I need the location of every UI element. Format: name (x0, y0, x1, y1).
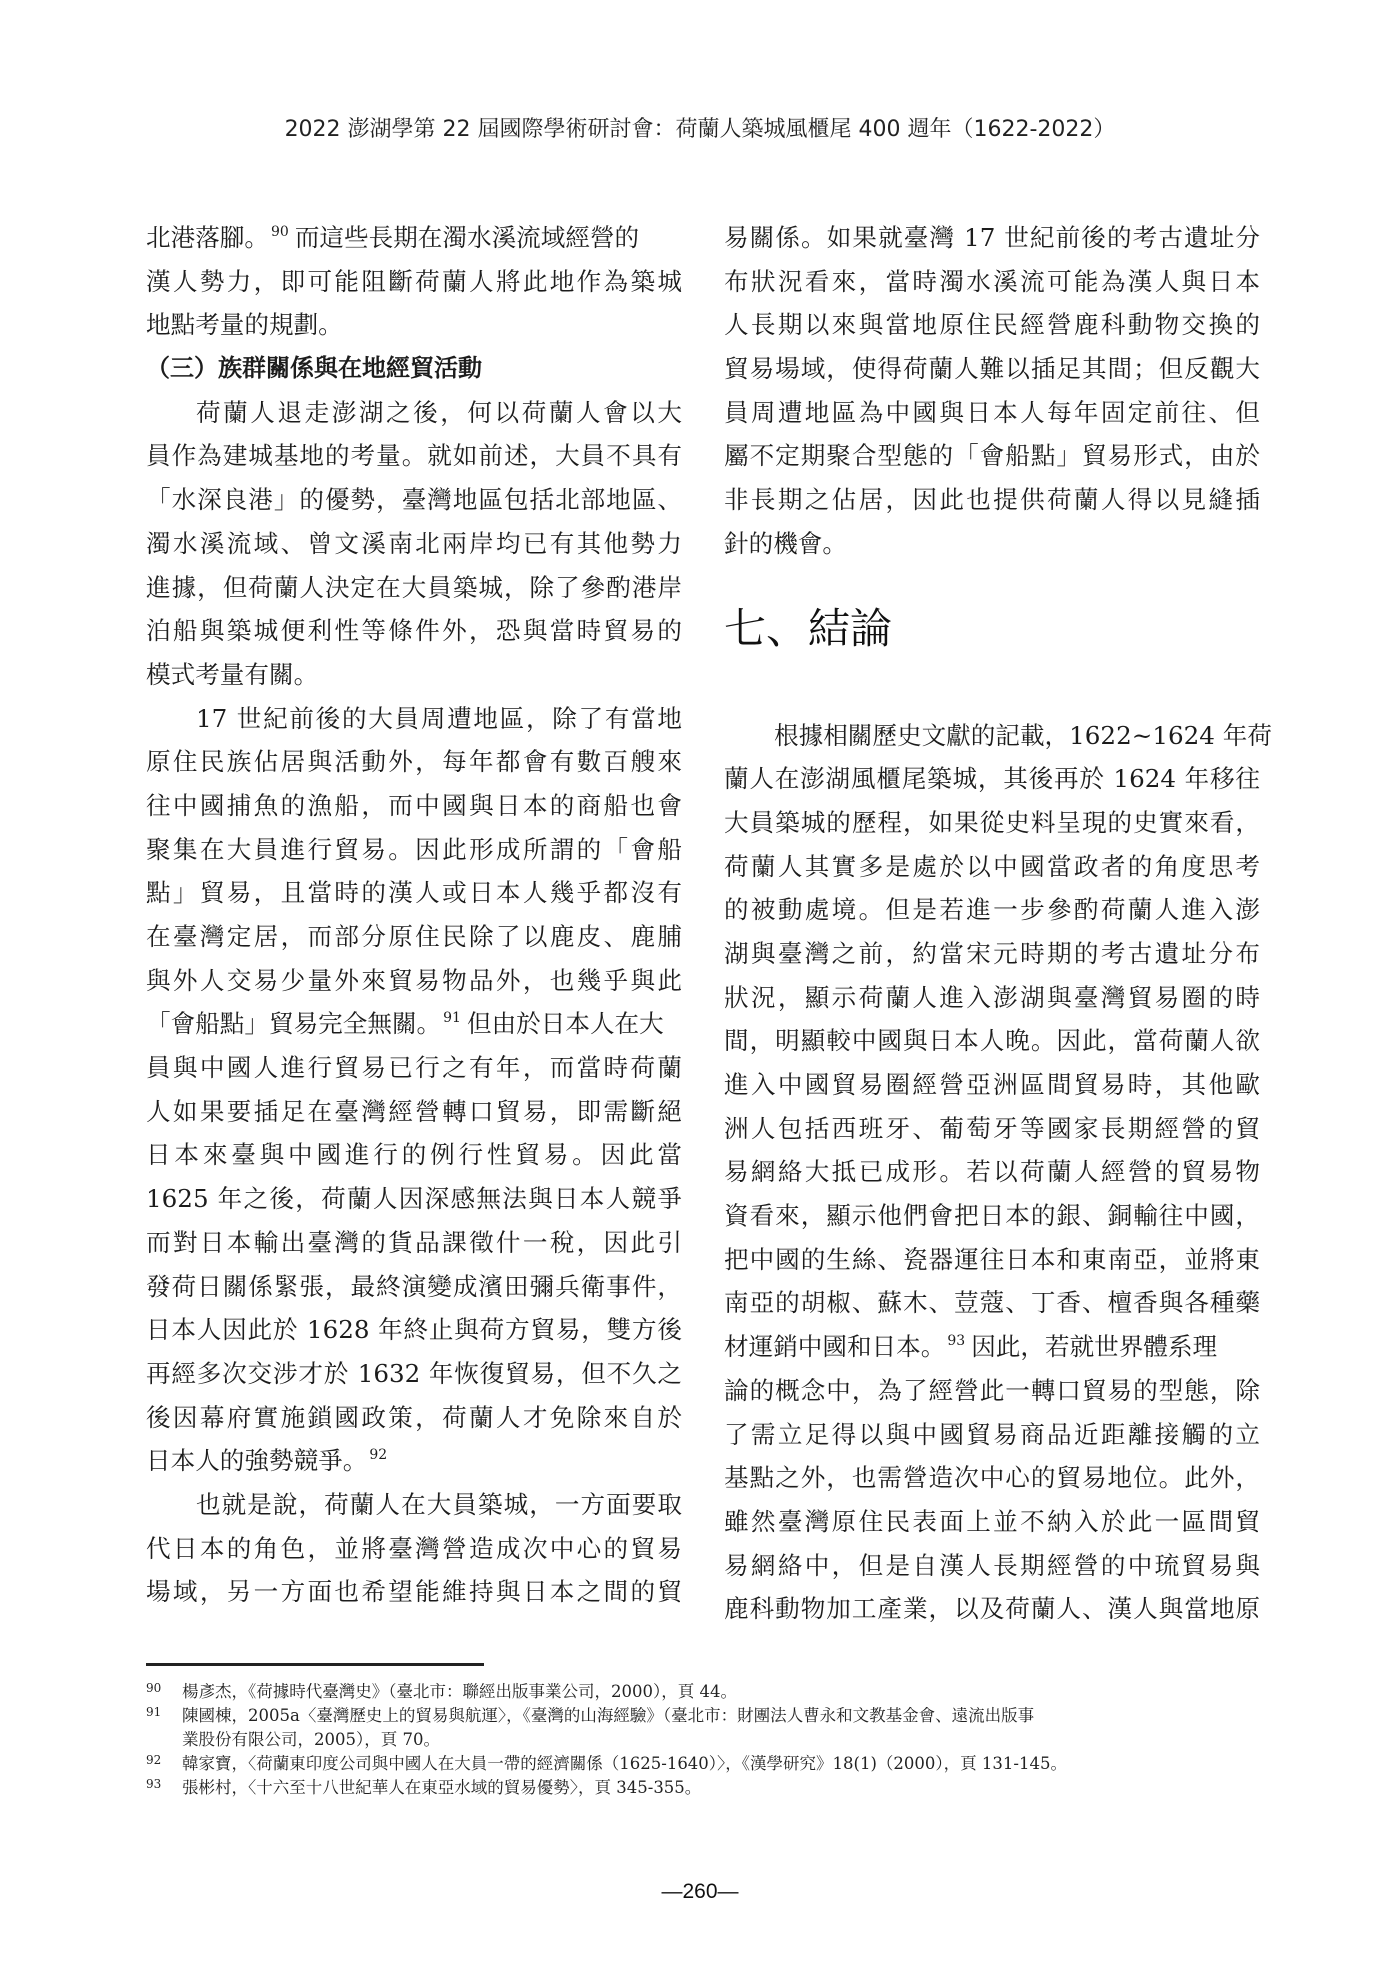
text-line (146, 303, 682, 347)
text-line (724, 391, 1260, 435)
footnote-91 (146, 1704, 1266, 1752)
line-text: 易網絡大抵已成形。若以荷蘭人經營的貿易物 (724, 1157, 1260, 1187)
line-text: 布狀況看來，當時濁水溪流可能為漢人與日本 (724, 266, 1260, 296)
footnote-reference[interactable]: 91 (443, 1010, 461, 1027)
text-line (724, 303, 1260, 347)
conclusion-paragraph (724, 714, 1272, 1631)
text-line (146, 1396, 682, 1440)
text-line (724, 1238, 1260, 1282)
line-text: 屬不定期聚合型態的「會船點」貿易形式，由於 (724, 441, 1260, 471)
text-line (146, 478, 682, 522)
text-line (146, 1177, 682, 1221)
line-text: 員周遭地區為中國與日本人每年固定前往、但 (724, 397, 1260, 427)
line-text-after: 但由於日本人在大 (466, 1009, 664, 1039)
left-column (146, 216, 682, 1614)
line-text: 南亞的胡椒、蘇木、荳蔻、丁香、檀香與各種藥 (724, 1288, 1260, 1318)
text-line (724, 845, 1260, 889)
text-line (146, 1046, 682, 1090)
footnote-number: 90 (146, 1681, 162, 1695)
line-text: 1625 年之後，荷蘭人因深感無法與日本人競爭 (146, 1184, 682, 1214)
line-text: 17 世紀前後的大員周遭地區，除了有當地 (196, 703, 682, 733)
text-line (146, 1352, 682, 1396)
text-line (146, 1439, 682, 1483)
line-text: 了需立足得以與中國貿易商品近距離接觸的立 (724, 1419, 1260, 1449)
footnote-text: 楊彥杰，《荷據時代臺灣史》（臺北市：聯經出版事業公司，2000），頁 44。 (182, 1682, 737, 1701)
text-line (146, 871, 682, 915)
text-line (724, 801, 1260, 845)
text-line (724, 1107, 1260, 1151)
line-text: 針的機會。 (724, 528, 847, 558)
text-line (146, 566, 682, 610)
line-text: 鹿科動物加工產業，以及荷蘭人、漢人與當地原 (724, 1594, 1260, 1624)
line-text: 場域，另一方面也希望能維持與日本之間的貿 (146, 1577, 682, 1607)
line-text: 也就是說，荷蘭人在大員築城，一方面要取 (196, 1489, 682, 1519)
footnote-text: 陳國棟，2005a〈臺灣歷史上的貿易與航運〉，《臺灣的山海經驗》（臺北市：財團法人曹永和文教基金會、遠流出版事 (182, 1706, 1035, 1725)
footnote-90 (146, 1680, 1266, 1704)
line-text: 間，明顯較中國與日本人晚。因此，當荷蘭人欲 (724, 1026, 1260, 1056)
line-text: 點」貿易，且當時的漢人或日本人幾乎都沒有 (146, 878, 682, 908)
line-text: 狀況，顯示荷蘭人進入澎湖與臺灣貿易圈的時 (724, 982, 1260, 1012)
text-line (724, 1281, 1260, 1325)
line-text: 濁水溪流域、曾文溪南北兩岸均已有其他勢力 (146, 528, 682, 558)
line-text: 的被動處境。但是若進一步參酌荷蘭人進入澎 (724, 895, 1260, 925)
line-text: 易網絡中，但是自漢人長期經營的中琉貿易與 (724, 1550, 1260, 1580)
text-line (146, 828, 682, 872)
line-text: 大員築城的歷程，如果從史料呈現的史實來看， (724, 807, 1260, 837)
line-text: 人長期以來與當地原住民經營鹿科動物交換的 (724, 310, 1260, 340)
text-line (146, 391, 682, 435)
text-line (724, 1150, 1260, 1194)
text-line (146, 609, 682, 653)
line-text: 進據，但荷蘭人決定在大員築城，除了參酌港岸 (146, 572, 682, 602)
footnote-reference[interactable]: 92 (369, 1447, 388, 1464)
text-line (724, 1325, 1260, 1369)
text-line (146, 1570, 682, 1614)
text-line (146, 1527, 682, 1571)
line-text: 「會船點」貿易完全無關。 (146, 1009, 442, 1039)
text-line (724, 1413, 1260, 1457)
text-line (724, 347, 1260, 391)
footnote-number: 93 (146, 1777, 162, 1791)
line-text: 「水深良港」的優勢，臺灣地區包括北部地區、 (146, 485, 682, 515)
text-line (146, 1308, 682, 1352)
text-line (724, 434, 1260, 478)
line-text: 荷蘭人退走澎湖之後，何以荷蘭人會以大 (196, 397, 682, 427)
line-text: 易關係。如果就臺灣 17 世紀前後的考古遺址分 (724, 223, 1260, 252)
text-line (146, 1221, 682, 1265)
text-line (146, 959, 682, 1003)
text-line (146, 434, 682, 478)
text-line (146, 1483, 682, 1527)
text-line (146, 1133, 682, 1177)
text-line (724, 976, 1260, 1020)
line-text: 原住民族佔居與活動外，每年都會有數百艘來 (146, 747, 682, 777)
line-text: 進入中國貿易圈經營亞洲區間貿易時，其他歐 (724, 1070, 1260, 1099)
text-line (724, 1369, 1260, 1413)
line-text: 論的概念中，為了經營此一轉口貿易的型態，除 (724, 1375, 1260, 1405)
page-number: —260— (661, 1880, 739, 1903)
text-line (724, 1587, 1260, 1631)
text-line (724, 714, 1272, 758)
footnote-text: 韓家寶，〈荷蘭東印度公司與中國人在大員一帶的經濟關係（1625-1640）〉，《漢學研究》18(1)（2000），頁 131-145。 (182, 1754, 1067, 1773)
line-text: 泊船與築城便利性等條件外，恐與當時貿易的 (146, 616, 682, 646)
line-text: 日本來臺與中國進行的例行性貿易。因此當 (146, 1140, 682, 1170)
text-line (724, 1500, 1260, 1544)
line-text: 聚集在大員進行貿易。因此形成所謂的「會船 (146, 834, 682, 864)
text-line (146, 260, 682, 304)
line-text: 把中國的生絲、瓷器運往日本和東南亞，並將東 (724, 1244, 1260, 1274)
footnotes (146, 1680, 1266, 1800)
line-text: 荷蘭人其實多是處於以中國當政者的角度思考 (724, 851, 1260, 881)
line-text: 而對日本輸出臺灣的貨品課徵什一稅，因此引 (146, 1227, 682, 1257)
footnote-92 (146, 1752, 1266, 1776)
footnote-93 (146, 1776, 1266, 1800)
text-line (724, 757, 1260, 801)
line-text: 發荷日關係緊張，最終演變成濱田彌兵衛事件， (146, 1271, 682, 1301)
line-text: 資看來，顯示他們會把日本的銀、銅輸往中國， (724, 1201, 1260, 1231)
section-title-conclusion: 七、結論 (724, 603, 893, 653)
line-text: 代日本的角色，並將臺灣營造成次中心的貿易 (146, 1533, 682, 1563)
text-line (724, 216, 1260, 260)
text-line (724, 888, 1260, 932)
text-line (146, 740, 682, 784)
line-text: 雖然臺灣原住民表面上並不納入於此一區間貿 (724, 1506, 1260, 1536)
text-line (146, 784, 682, 828)
text-line (724, 1544, 1260, 1588)
text-line (724, 1456, 1260, 1500)
text-line (146, 697, 682, 741)
footnote-separator (146, 1663, 484, 1666)
text-line (146, 522, 682, 566)
line-text-after: 而這些長期在濁水溪流域經營的 (294, 223, 640, 252)
line-text: 基點之外，也需營造次中心的貿易地位。此外， (724, 1463, 1260, 1493)
line-text: 根據相關歷史文獻的記載，1622~1624 年荷 (774, 720, 1272, 750)
text-line (724, 478, 1260, 522)
line-text: 北港落腳。 (146, 223, 269, 252)
text-line (146, 1090, 682, 1134)
text-line (724, 1194, 1260, 1238)
subsection-heading (146, 347, 682, 391)
text-line (146, 915, 682, 959)
text-line (724, 260, 1260, 304)
footnote-number: 91 (146, 1705, 162, 1719)
running-header: 2022 澎湖學第 22 屆國際學術研討會：荷蘭人築城風櫃尾 400 週年（1622-2022） (284, 117, 1116, 142)
line-text: 地點考量的規劃。 (146, 310, 343, 340)
text-line (724, 1063, 1260, 1107)
line-text: 漢人勢力，即可能阻斷荷蘭人將此地作為築城 (146, 266, 682, 296)
line-text: 往中國捕魚的漁船，而中國與日本的商船也會 (146, 790, 682, 820)
line-text: 模式考量有關。 (146, 659, 319, 689)
line-text: 湖與臺灣之前，約當宋元時期的考古遺址分布 (724, 938, 1260, 968)
line-text: 日本人因此於 1628 年終止與荷方貿易，雙方後 (146, 1315, 682, 1345)
line-text: （三）族群關係與在地經貿活動 (146, 354, 482, 383)
line-text: 材運銷中國和日本。 (724, 1332, 946, 1362)
text-line (724, 1019, 1260, 1063)
line-text: 日本人的強勢競爭。 (146, 1446, 368, 1476)
line-text: 員作為建城基地的考量。就如前述，大員不具有 (146, 441, 682, 471)
line-text-after: 因此，若就世界體系理 (971, 1332, 1218, 1362)
line-text: 貿易場域，使得荷蘭人難以插足其間；但反觀大 (724, 354, 1260, 384)
text-line (146, 216, 682, 260)
text-line (146, 1265, 682, 1309)
line-text: 洲人包括西班牙、葡萄牙等國家長期經營的貿 (724, 1113, 1260, 1143)
line-text: 蘭人在澎湖風櫃尾築城，其後再於 1624 年移往 (724, 764, 1260, 794)
line-text: 再經多次交涉才於 1632 年恢復貿易，但不久之 (146, 1358, 682, 1388)
text-line (146, 653, 682, 697)
line-text: 在臺灣定居，而部分原住民除了以鹿皮、鹿脯 (146, 922, 682, 951)
line-text: 員與中國人進行貿易已行之有年，而當時荷蘭 (146, 1053, 682, 1083)
line-text: 後因幕府實施鎖國政策，荷蘭人才免除來自於 (146, 1402, 682, 1432)
line-text: 與外人交易少量外來貿易物品外，也幾乎與此 (146, 965, 682, 995)
footnote-text: 張彬村，〈十六至十八世紀華人在東亞水域的貿易優勢〉，頁 345-355。 (182, 1778, 702, 1797)
line-text: 非長期之佔居，因此也提供荷蘭人得以見縫插 (724, 485, 1260, 515)
footnote-number: 92 (146, 1753, 162, 1767)
footnote-reference[interactable]: 93 (947, 1333, 966, 1350)
line-text: 人如果要插足在臺灣經營轉口貿易，即需斷絕 (146, 1096, 682, 1126)
text-line (146, 1002, 682, 1046)
footnote-text-continued: 業股份有限公司，2005），頁 70。 (182, 1730, 440, 1749)
right-column (724, 216, 1272, 1631)
text-line (724, 932, 1260, 976)
footnote-reference[interactable]: 90 (270, 224, 289, 240)
right-column-paragraph-continued (724, 216, 1260, 566)
text-line (724, 522, 1260, 566)
